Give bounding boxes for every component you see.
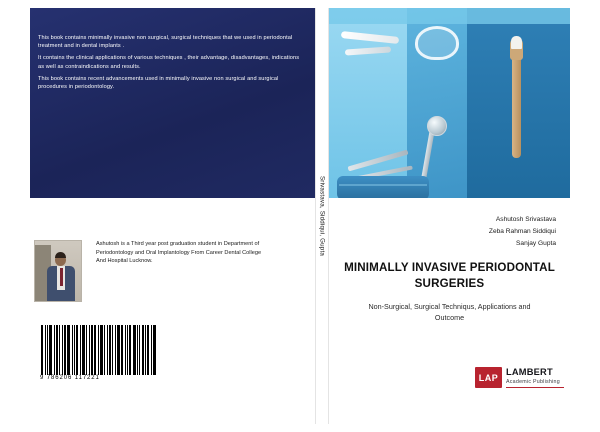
toothbrush-handle-icon — [512, 54, 521, 158]
portrait-tie-shape — [60, 268, 63, 286]
portrait-hair-shape — [55, 252, 66, 258]
publisher-name: LAMBERT — [506, 367, 553, 377]
blurb-paragraph-3: This book contains recent advancements used in minimally invasive non surgical and surgical procedures in periodontology. — [38, 75, 279, 90]
publisher-rule — [506, 387, 564, 388]
front-cover-photograph — [329, 8, 570, 198]
publisher-mark: LAP — [475, 367, 502, 388]
book-subtitle: Non-Surgical, Surgical Techniqus, Applications and Outcome — [368, 302, 531, 322]
publisher-logo — [475, 366, 567, 396]
front-cover-text-panel — [329, 198, 570, 424]
blurb-paragraph-1: This book contains minimally invasive non surgical, surgical techniques that we used in periodontal treatment and in dental implants . — [38, 35, 293, 50]
author-name-1: Ashutosh Srivastava — [495, 216, 556, 223]
surgical-mask-fold — [339, 184, 427, 186]
author-name-2: Zeba Rahman Siddiqui — [488, 228, 556, 236]
barcode-bars — [40, 325, 158, 375]
front-cover — [329, 8, 570, 424]
blurb-paragraph-2: It contains the clinical applications of various techniques , their advantage, disadvantages, indications as well as contraindications and results. — [38, 55, 300, 70]
photo-top-band — [329, 8, 570, 24]
barcode-number: 9 786206 117221 — [40, 375, 100, 381]
surgical-mask-icon — [337, 176, 429, 198]
author-biography: Ashutosh is a Third year post graduation student in Department of Periodontology and Oral Implantology From Career Dental College And Hospital Lucknow. — [96, 241, 262, 265]
author-name-3: Sanjay Gupta — [516, 240, 556, 248]
publisher-tagline: Academic Publishing — [506, 379, 560, 385]
book-title: MINIMALLY INVASIVE PERIODONTAL SURGERIES — [344, 261, 555, 290]
barcode — [40, 325, 158, 387]
author-list — [356, 214, 556, 251]
spine-author-text: Srivastava, Siddiqui, Gupta — [318, 175, 326, 257]
back-cover-color-band — [30, 8, 315, 198]
clear-aligner-tray-icon — [415, 26, 459, 60]
back-cover-lower-panel — [30, 198, 315, 424]
toothbrush-bristles-icon — [511, 36, 522, 49]
mouth-mirror-icon — [427, 116, 447, 136]
book-spine — [315, 8, 329, 424]
author-portrait-photo — [34, 240, 82, 302]
back-cover-blurb — [38, 34, 306, 95]
